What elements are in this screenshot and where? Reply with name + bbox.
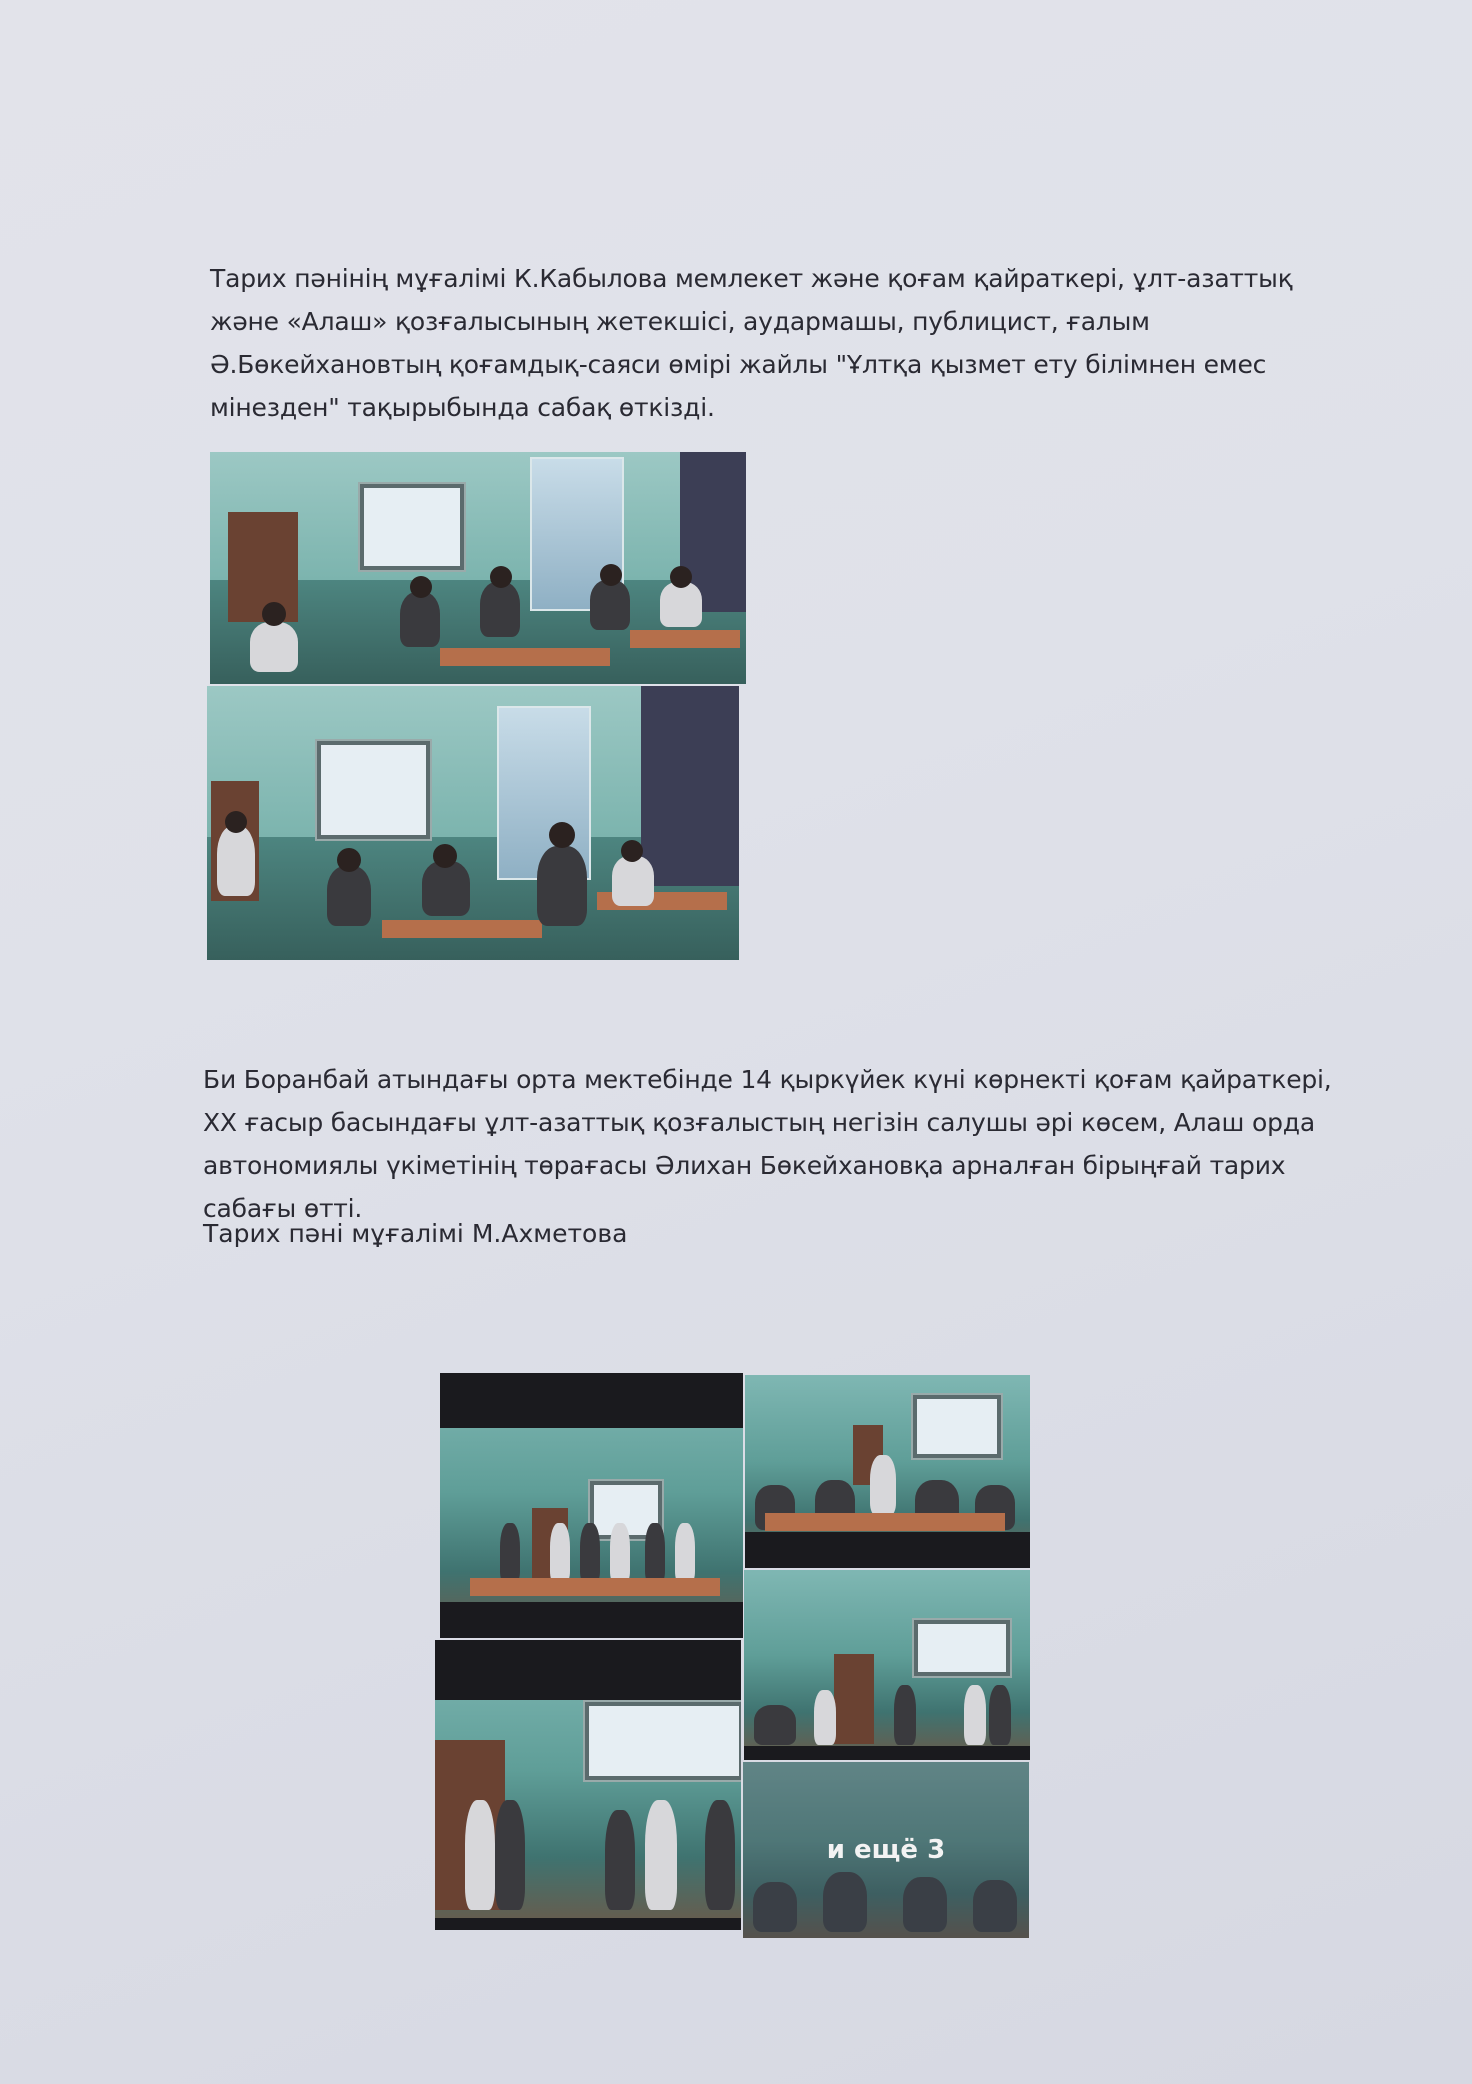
- gallery-photo-2[interactable]: [745, 1375, 1030, 1568]
- section1-paragraph: Тарих пәнінің мұғалімі К.Кабылова мемлекет және қоғам қайраткері, ұлт-азаттық және «Алаш» қозғалысының жетекшісі, аудармашы, публицист, ғалым Ә.Бөкейхановтың қоғамдық-саяси өмірі жайлы "Ұлтқа қызмет ету білімнен емес мінезден" тақырыбында сабақ өткізді.: [210, 264, 1293, 422]
- classroom-photo-1: [210, 452, 746, 684]
- classroom-photo-2: [207, 686, 739, 960]
- gallery-photo-1[interactable]: [440, 1373, 743, 1638]
- section2-paragraph: Би Боранбай атындағы орта мектебінде 14 қыркүйек күні көрнекті қоғам қайраткері, ХХ ғасыр басындағы ұлт-азаттық қозғалыстың негізін салушы әрі көсем, Алаш орда автономиялы үкіметінің төрағасы Әлихан Бөкейхановқа арналған бірыңғай тарих сабағы өтті.: [203, 1065, 1332, 1223]
- section2-author: Тарих пәні мұғалімі М.Ахметова: [203, 1219, 628, 1248]
- gallery-photo-5-more[interactable]: [743, 1762, 1029, 1938]
- gallery-photo-4[interactable]: [744, 1570, 1030, 1760]
- gallery-photo-3[interactable]: [435, 1640, 741, 1930]
- more-photos-label[interactable]: и ещё 3: [743, 1762, 1029, 1938]
